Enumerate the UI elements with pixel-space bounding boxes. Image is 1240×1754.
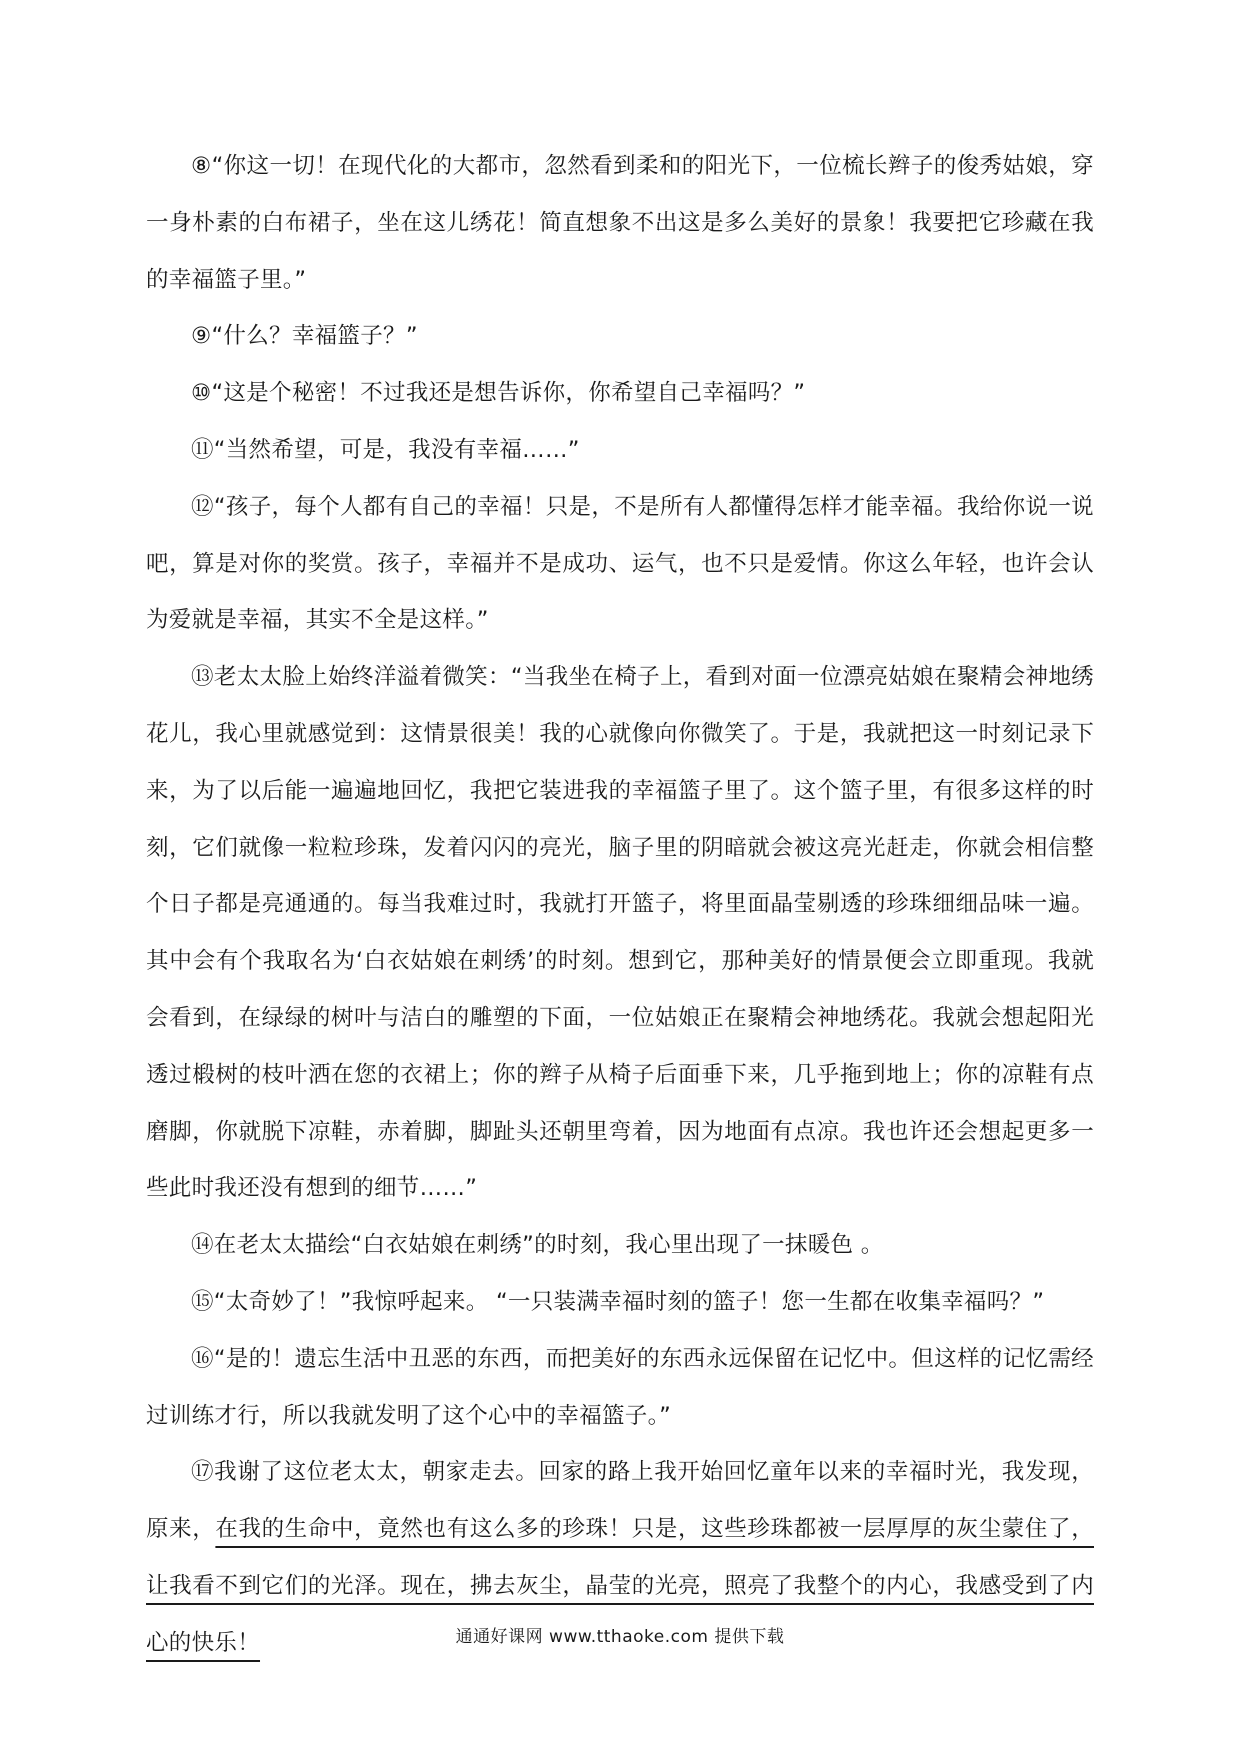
paragraph-13: ⑬老太太脸上始终洋溢着微笑：“当我坐在椅子上，看到对面一位漂亮姑娘在聚精会神地绣花儿，我心里就感觉到：这情景很美！我的心就像向你微笑了。于是，我就把这一时刻记录下来，为了以后能一遍遍地回忆，我把它装进我的幸福篮子里了。这个篮子里，有很多这样的时刻，它们就像一粒粒珍珠，发着闪闪的亮光，脑子里的阴暗就会被这亮光赶走，你就会相信整个日子都是亮通通的。每当我难过时，我就打开篮子，将里面晶莹剔透的珍珠细细品味一遍。其中会有个我取名为‘白衣姑娘在刺绣’的时刻。想到它，那种美好的情景便会立即重现。我就会看到，在绿绿的树叶与洁白的雕塑的下面，一位姑娘正在聚精会神地绣花。我就会想起阳光透过椴树的枝叶洒在您的衣裙上；你的辫子从椅子后面垂下来，几乎拖到地上；你的凉鞋有点磨脚，你就脱下凉鞋，赤着脚，脚趾头还朝里弯着，因为地面有点凉。我也许还会想起更多一些此时我还没有想到的细节……” [146, 664, 1094, 1202]
footer-source-note: 通通好课网 www.tthaoke.com 提供下载 [455, 1627, 785, 1647]
paragraph-9: ⑨“什么？幸福篮子？” [191, 323, 418, 350]
paragraph-11: ⑪“当然希望，可是，我没有幸福……” [191, 436, 580, 463]
paragraph-17-underlined: 在我的生命中，竟然也有这么多的珍珠！只是，这些珍珠都被一层厚厚的灰尘蒙住了，让我看不到它们的光泽。现在，拂去灰尘，晶莹的光亮，照亮了我整个的内心，我感受到了内心的快乐！ [146, 1516, 1094, 1656]
paragraph-16: ⑯“是的！遗忘生活中丑恶的东西，而把美好的东西永远保留在记忆中。但这样的记忆需经过训练才行，所以我就发明了这个心中的幸福篮子。” [146, 1345, 1094, 1429]
paragraph-12: ⑫“孩子，每个人都有自己的幸福！只是，不是所有人都懂得怎样才能幸福。我给你说一说吧，算是对你的奖赏。孩子，幸福并不是成功、运气，也不只是爱情。你这么年轻，也许会认为爱就是幸福，其实不全是这样。” [146, 493, 1094, 634]
paragraph-17-lead: ⑰我谢了这位老太太，朝家走去。回家的路上我开始回忆童年以来的幸福时光，我发现，原来， [146, 1459, 1094, 1543]
paragraph-8: ⑧“你这一切！在现代化的大都市，忽然看到柔和的阳光下，一位梳长辫子的俊秀姑娘，穿一身朴素的白布裙子，坐在这儿绣花！简直想象不出这是多么美好的景象！我要把它珍藏在我的幸福篮子里。” [146, 153, 1094, 293]
paragraph-14: ⑭在老太太描绘“白衣姑娘在刺绣”的时刻，我心里出现了一抹暖色 。 [191, 1232, 884, 1259]
article-body [146, 138, 1094, 1672]
paragraph-10: ⑩“这是个秘密！不过我还是想告诉你，你希望自己幸福吗？” [191, 380, 806, 407]
paragraph-15: ⑮“太奇妙了！”我惊呼起来。 “一只装满幸福时刻的篮子！您一生都在收集幸福吗？” [191, 1288, 1045, 1315]
